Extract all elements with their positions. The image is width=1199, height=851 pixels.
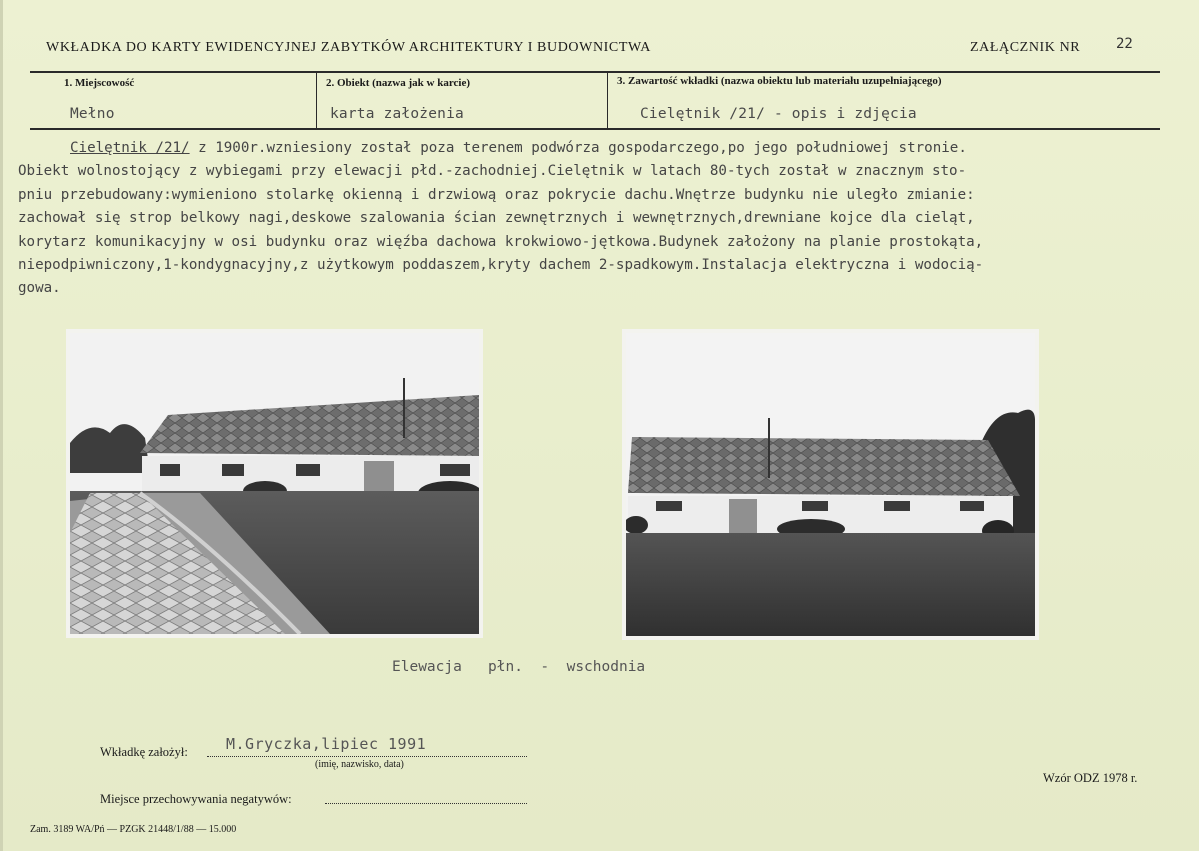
negatives-line (325, 803, 527, 804)
table-bottom-rule (30, 128, 1160, 130)
locality-label: 1. Miejscowość (64, 77, 135, 89)
description-line: pniu przebudowany:wymieniono stolarkę okienną i drzwiową oraz pokrycie dachu.Wnętrze budynku nie uległo zmianie: (18, 186, 975, 203)
object-value: karta założenia (330, 106, 464, 122)
description-line: gowa. (18, 280, 61, 297)
description-lead: Cielętnik /21/ (70, 140, 190, 156)
author-line (207, 756, 527, 757)
annex-number: 22 (1116, 36, 1133, 52)
description-line: Obiekt wolnostojący z wybiegami przy elewacji płd.-zachodniej.Cielętnik w latach 80-tych został w znacznym sto- (18, 163, 967, 180)
contents-label: 3. Zawartość wkładki (nazwa obiektu lub materiału uzupełniającego) (617, 75, 942, 87)
photo-right (626, 333, 1035, 636)
form-template-label: Wzór ODZ 1978 r. (1043, 771, 1138, 785)
print-info: Zam. 3189 WA/Pń — PZGK 21448/1/88 — 15.000 (30, 824, 237, 835)
photo-left (70, 333, 479, 634)
description-line: niepodpiwniczony,1-kondygnacyjny,z użytkowym poddaszem,kryty dachem 2-spadkowym.Instalacja elektryczna i wodocią- (18, 257, 984, 274)
table-divider-2 (607, 73, 608, 128)
page-edge (0, 0, 3, 851)
table-divider-1 (316, 73, 317, 128)
document-title: WKŁADKA DO KARTY EWIDENCYJNEJ ZABYTKÓW ARCHITEKTURY I BUDOWNICTWA (46, 40, 651, 55)
annex-label: ZAŁĄCZNIK NR (970, 40, 1081, 55)
author-label: Wkładkę założył: (100, 745, 188, 759)
author-value: M.Gryczka,lipiec 1991 (226, 735, 427, 753)
author-hint: (imię, nazwisko, data) (315, 759, 404, 770)
contents-value: Cielętnik /21/ - opis i zdjęcia (640, 106, 917, 122)
description-line: korytarz komunikacyjny w osi budynku oraz więźba dachowa krokwiowo-jętkowa.Budynek założony na planie prostokąta, (18, 233, 984, 250)
locality-value: Mełno (70, 106, 115, 122)
negatives-label: Miejsce przechowywania negatywów: (100, 792, 292, 806)
description-text (18, 137, 1188, 301)
photo-caption: Elewacja płn. - wschodnia (392, 659, 646, 675)
table-top-rule (30, 71, 1160, 73)
object-label: 2. Obiekt (nazwa jak w karcie) (326, 77, 471, 89)
building-photo-icon (626, 333, 1035, 636)
building-photo-icon (70, 333, 479, 634)
description-line-text: z 1900r.wzniesiony został poza terenem podwórza gospodarczego,po jego południowej stronie. (189, 140, 967, 156)
description-line: zachował się strop belkowy nagi,deskowe szalowania ścian zewnętrznych i wewnętrznych,drewniane kojce dla cieląt, (18, 210, 975, 227)
description-line (18, 137, 1188, 160)
